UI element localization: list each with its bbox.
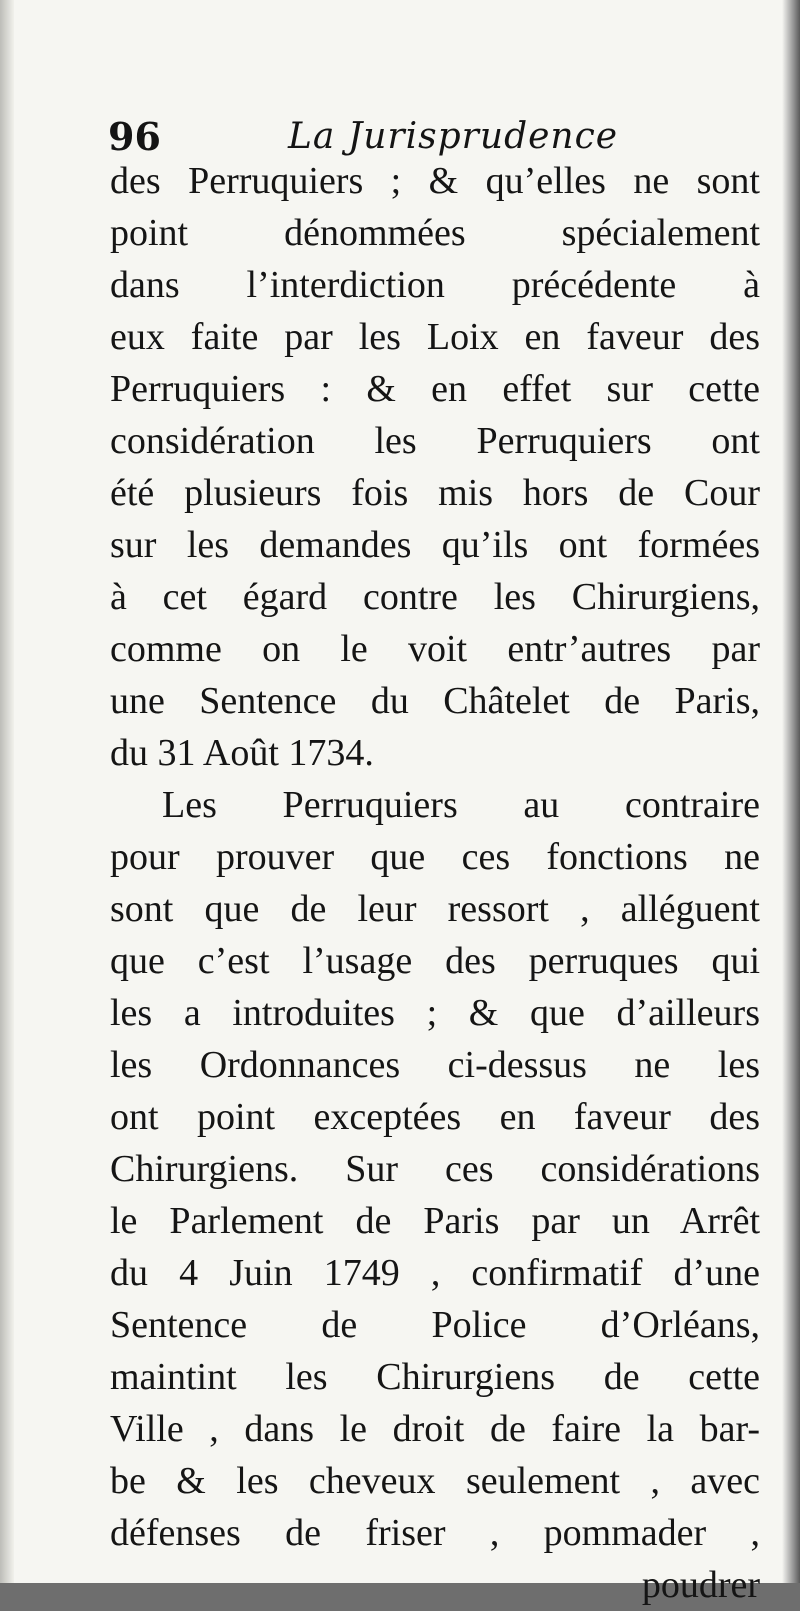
body-text	[110, 155, 760, 1611]
text-line: comme on le voit entr’autres par	[110, 628, 760, 670]
text-line: du 4 Juin 1749 , confirmatif d’une	[110, 1252, 760, 1294]
text-line: été plusieurs fois mis hors de Cour	[110, 472, 760, 514]
text-line: le Parlement de Paris par un Arrêt	[110, 1200, 760, 1242]
text-line: les Ordonnances ci-dessus ne les	[110, 1044, 760, 1086]
text-line: considération les Perruquiers ont	[110, 420, 760, 462]
text-line: dans l’interdiction précédente à	[110, 264, 760, 306]
paragraph-start-line: Les Perruquiers au contraire	[162, 784, 760, 826]
paragraph-end-line: du 31 Août 1734.	[110, 732, 374, 774]
text-line: des Perruquiers ; & qu’elles ne sont	[110, 160, 760, 202]
text-line: Chirurgiens. Sur ces considérations	[110, 1148, 760, 1190]
text-line: Perruquiers : & en effet sur cette	[110, 368, 760, 410]
text-line: eux faite par les Loix en faveur des	[110, 316, 760, 358]
text-line: que c’est l’usage des perruques qui	[110, 940, 760, 982]
text-line: Ville , dans le droit de faire la bar-	[110, 1408, 760, 1450]
page-number: 96	[108, 114, 161, 159]
text-line: sont que de leur ressort , alléguent	[110, 888, 760, 930]
text-line: défenses de friser , pommader ,	[110, 1512, 760, 1554]
text-line: ont point exceptées en faveur des	[110, 1096, 760, 1138]
text-line: Sentence de Police d’Orléans,	[110, 1304, 760, 1346]
text-line: maintint les Chirurgiens de cette	[110, 1356, 760, 1398]
running-title: La Jurisprudence	[288, 116, 619, 157]
catchword: poudrer	[641, 1564, 760, 1606]
text-line: be & les cheveux seulement , avec	[110, 1460, 760, 1502]
text-line: sur les demandes qu’ils ont formées	[110, 524, 760, 566]
text-line: à cet égard contre les Chirurgiens,	[110, 576, 760, 618]
text-line: point dénommées spécialement	[110, 212, 760, 254]
text-line: une Sentence du Châtelet de Paris,	[110, 680, 760, 722]
text-line: pour prouver que ces fonctions ne	[110, 836, 760, 878]
text-line: les a introduites ; & que d’ailleurs	[110, 992, 760, 1034]
